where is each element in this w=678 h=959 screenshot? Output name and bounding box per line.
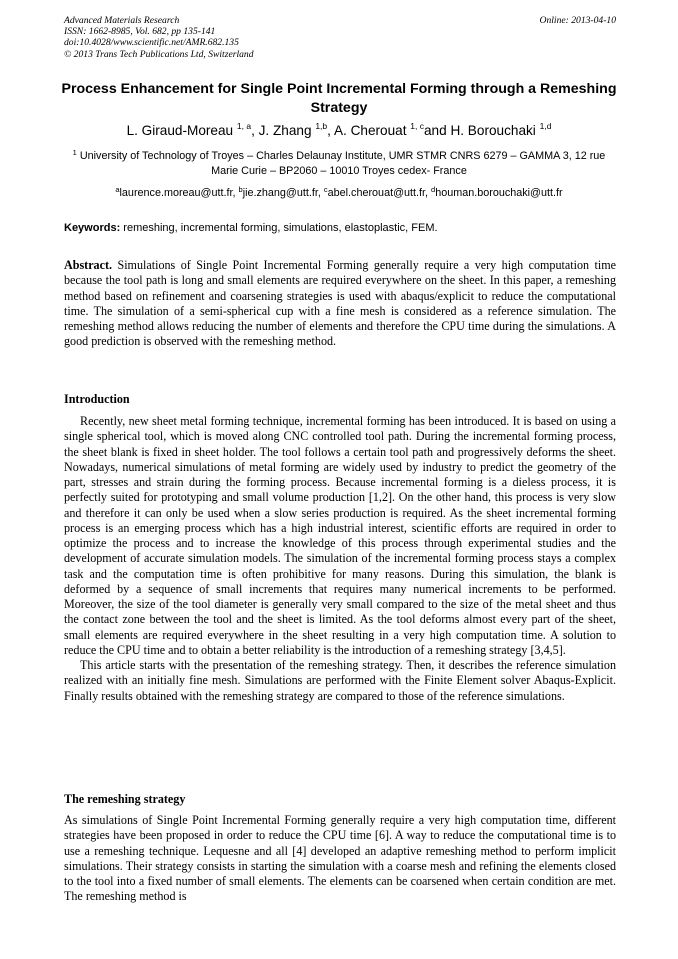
keywords <box>64 221 616 236</box>
email-link[interactable]: laurence.moreau@utt.fr, <box>119 187 239 199</box>
remeshing-body <box>64 813 616 905</box>
abstract-text: Simulations of Single Point Incremental Forming generally require a very high computation time because the tool path is long and small elements are required everywhere on the sheet. In this paper, a remeshing method based on refinement and coarsening strategies is used with abaqus/explicit to reduce the computational time. The simulation of a semi-spherical cup with a fine mesh is considered as a reference simulation. The remeshing method allows reducing the number of elements and therefore the CPU time during the simulations. A good prediction is observed with the remeshing method. <box>64 258 616 349</box>
abstract-label: Abstract. <box>64 258 113 272</box>
email-mark: c <box>323 185 328 194</box>
affiliation-text: University of Technology of Troyes – Charles Delaunay Institute, UMR STMR CNRS 6279 – GAMMA 3, 12 rue Marie Curie – BP2060 – 10010 Troyes cedex- France <box>79 150 606 177</box>
section-heading-remeshing: The remeshing strategy <box>64 792 186 806</box>
author-affil-mark: 1, c <box>410 121 424 131</box>
paragraph: This article starts with the presentation of the remeshing strategy. Then, it describes the reference simulation realized with an initially fine mesh. Simulations are performed with the Finite Element solver Abaqus-Explicit. Finally results obtained with the remeshing strategy are compared to those of the reference simulations. <box>64 658 616 703</box>
email-mark: d <box>431 185 436 194</box>
journal-name: Advanced Materials Research <box>64 15 180 26</box>
email-link[interactable]: abel.cherouat@utt.fr, <box>327 187 432 199</box>
author-name: , J. Zhang <box>251 123 312 138</box>
author-affil-mark: 1,b <box>315 121 328 131</box>
affiliation <box>64 149 614 179</box>
email-mark: a <box>115 185 120 194</box>
introduction-body <box>64 414 616 704</box>
online-date: Online: 2013-04-10 <box>539 15 616 26</box>
abstract <box>64 258 616 350</box>
issn-line: ISSN: 1662-8985, Vol. 682, pp 135-141 <box>64 26 216 38</box>
author-name: , A. Cherouat <box>327 123 407 138</box>
affiliation-mark: 1 <box>72 148 77 157</box>
paragraph: Recently, new sheet metal forming technique, incremental forming has been introduced. It is based on using a single spherical tool, which is moved along CNC controlled tool path. During the incremental forming process, the sheet blank is fixed in sheet holder. The tool follows a certain tool path and progressively deforms the sheet. Nowadays, numerical simulations of metal forming are widely used by industry to predict the geometry of the part, stresses and strain during the forming process. Because incremental forming is a dieless process, it is perfectly suited for prototyping and small volume production [1,2]. On the other hand, this process is very slow and therefore it can only be used when a slow series production is required. As the sheet incremental forming process is an emerging process which has a high industrial interest, scientific efforts are required in order to optimize the process and to increase the knowledge of this process through experimental studies and the development of accurate simulation models. The simulation of the incremental forming process stays a complex task and the computation time is often prohibitive for many reasons. During this simulation, the blank is deformed by a sequence of small increments that requires many numerical increments to be performed. Moreover, the size of the tool diameter is generally very small compared to the size of the metal sheet and thus the contact zone between the tool and the sheet is limited. As the tool deforms almost every part of the sheet, small elements are required everywhere in the sheet resulting in a very high computation time. A solution to reduce the CPU time and to obtain a better reliability is the introduction of a remeshing strategy [3,4,5]. <box>64 414 616 657</box>
author-affil-mark: 1, a <box>236 121 252 131</box>
doi-line: doi:10.4028/www.scientific.net/AMR.682.135 <box>64 37 239 49</box>
journal-header <box>64 15 616 60</box>
email-list <box>40 186 638 201</box>
paragraph: As simulations of Single Point Incremental Forming generally require a very high computation time, different strategies have been proposed in order to reduce the CPU time [6]. A way to reduce the computational time is to use a remeshing technique. Lequesne and all [4] developed an adaptive remeshing method to perform implicit simulations. Their strategy consists in starting the simulation with a coarse mesh and refining the elements closed to the tool into a fixed number of small elements. The elements can be coarsened when certain condition are met. The remeshing method is <box>64 813 616 904</box>
paper-title: Process Enhancement for Single Point Incremental Forming through a Remeshing Strategy <box>61 81 617 116</box>
keywords-label: Keywords: <box>64 222 121 234</box>
email-mark: b <box>238 185 243 194</box>
keywords-text: remeshing, incremental forming, simulations, elastoplastic, FEM. <box>120 222 438 234</box>
author-list <box>40 122 638 140</box>
author-name: L. Giraud-Moreau <box>126 123 234 138</box>
author-name: and H. Borouchaki <box>423 123 536 138</box>
section-heading-introduction: Introduction <box>64 392 130 406</box>
copyright-line: © 2013 Trans Tech Publications Ltd, Switzerland <box>64 48 254 60</box>
author-affil-mark: 1,d <box>539 121 552 131</box>
email-link[interactable]: jie.zhang@utt.fr, <box>242 187 324 199</box>
email-link[interactable]: houman.borouchaki@utt.fr <box>435 187 563 199</box>
